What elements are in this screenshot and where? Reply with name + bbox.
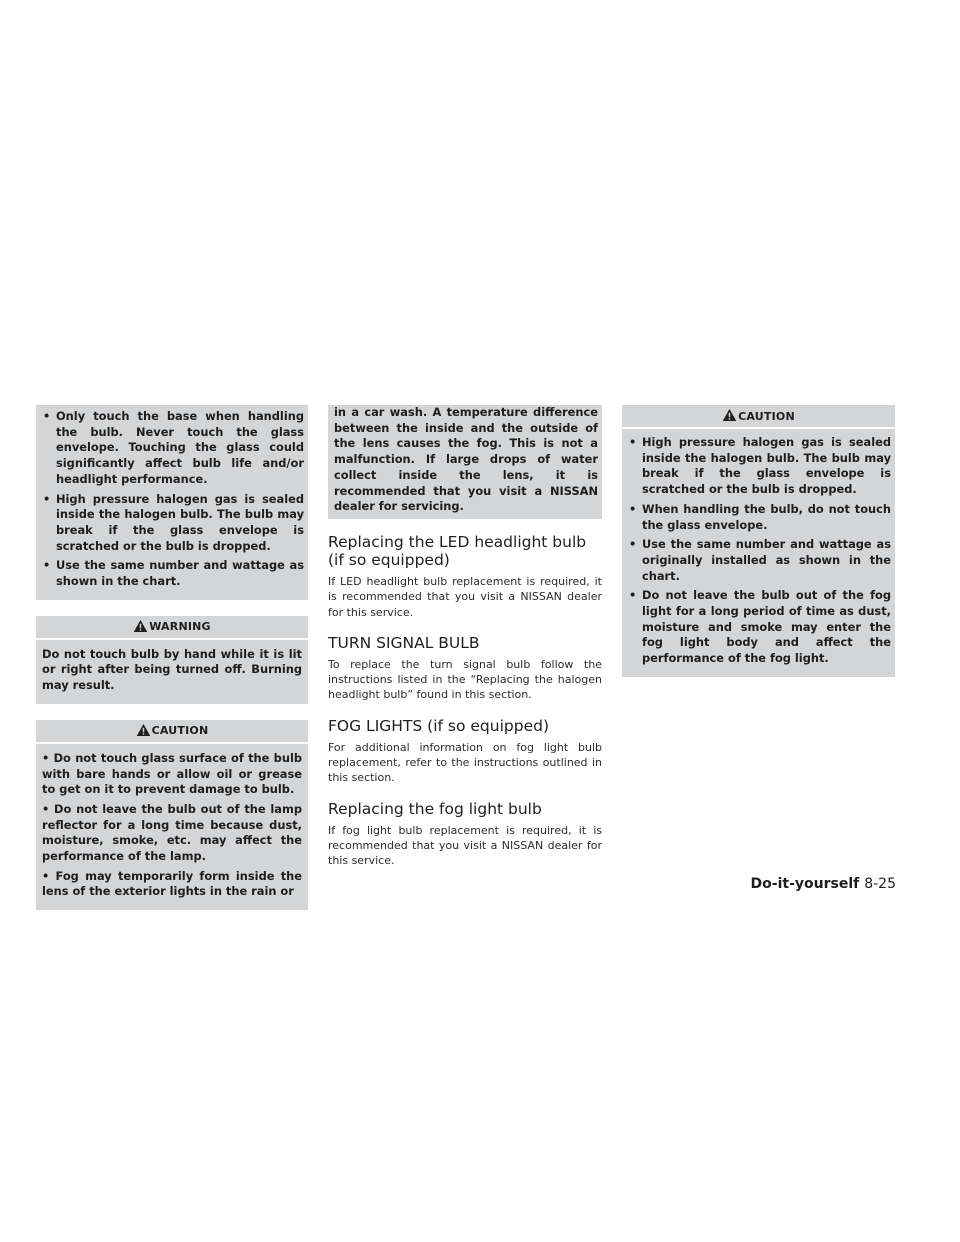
section-text: To replace the turn signal bulb follow the instructions listed in the “Replacing the halogen headlight bulb” found in this section.: [328, 657, 602, 702]
list-item: • Only touch the base when handling the bulb. Never touch the glass envelope. Touching the glass could significantly affect bulb life and/or headlight performance.: [42, 409, 304, 488]
caution-box: [36, 720, 308, 910]
list-item: • When handling the bulb, do not touch the glass envelope.: [628, 502, 891, 533]
warning-triangle-icon: [722, 408, 737, 422]
list-item: • Do not leave the bulb out of the fog light for a long period of time as dust, moisture and smoke may enter the fog light body and affect the performance of the fog light.: [628, 588, 891, 667]
caution-title: CAUTION: [151, 724, 209, 738]
caution-header: [622, 405, 895, 429]
section-text: If fog light bulb replacement is required, it is recommended that you visit a NISSAN dealer for this service.: [328, 823, 602, 868]
fog-caution-list: [622, 429, 895, 677]
caution-header: [36, 720, 308, 744]
caution-paragraph: • Do not touch glass surface of the bulb with bare hands or allow oil or grease to get on it to prevent damage to bulb.: [42, 750, 302, 797]
page-footer: [740, 876, 896, 892]
warning-body: [36, 640, 308, 704]
warning-triangle-icon: [133, 619, 148, 633]
section-heading: FOG LIGHTS (if so equipped): [328, 716, 549, 735]
right-column: [622, 405, 895, 677]
section-heading: Replacing the fog light bulb: [328, 799, 542, 818]
caution-continued-text: in a car wash. A temperature difference between the inside and the outside of the lens causes the fog. This is not a malfunction. If large drops of water collect inside the lens, it is recommended that you visit a NISSAN dealer for servicing.: [334, 405, 598, 514]
left-column: [36, 405, 308, 910]
page-number: 8-25: [864, 876, 896, 892]
warning-box: [36, 616, 308, 704]
warning-header: [36, 616, 308, 640]
section-text: For additional information on fog light bulb replacement, refer to the instructions outlined in this section.: [328, 740, 602, 785]
warning-triangle-icon: [136, 723, 151, 737]
section-heading: TURN SIGNAL BULB: [328, 633, 480, 652]
list-item: • Use the same number and wattage as shown in the chart.: [42, 558, 304, 589]
caution-paragraph: • Do not leave the bulb out of the lamp reflector for a long time because dust, moisture, smoke, etc. may affect the performance of the lamp.: [42, 801, 302, 864]
list-item: • High pressure halogen gas is sealed inside the halogen bulb. The bulb may break if the glass envelope is scratched or the bulb is dropped.: [628, 435, 891, 498]
middle-column: [328, 405, 602, 868]
list-item: • High pressure halogen gas is sealed inside the halogen bulb. The bulb may break if the glass envelope is scratched or the bulb is dropped.: [42, 492, 304, 555]
footer-section-title: Do-it-yourself: [750, 876, 860, 892]
bulb-handling-box: [36, 405, 308, 600]
bulb-handling-list: [36, 405, 308, 600]
warning-title: WARNING: [149, 620, 211, 634]
caution-body: [36, 744, 308, 910]
fog-caution-box: [622, 405, 895, 677]
warning-text: Do not touch bulb by hand while it is lit or right after being turned off. Burning may result.: [42, 646, 302, 693]
list-item: • Use the same number and wattage as originally installed as shown in the chart.: [628, 537, 891, 584]
caution-continued-box: [328, 405, 602, 519]
section-heading: Replacing the LED headlight bulb (if so equipped): [328, 532, 587, 569]
section-text: If LED headlight bulb replacement is required, it is recommended that you visit a NISSAN dealer for this service.: [328, 574, 602, 619]
caution-title: CAUTION: [738, 409, 795, 423]
caution-paragraph: • Fog may temporarily form inside the lens of the exterior lights in the rain or: [42, 868, 302, 899]
